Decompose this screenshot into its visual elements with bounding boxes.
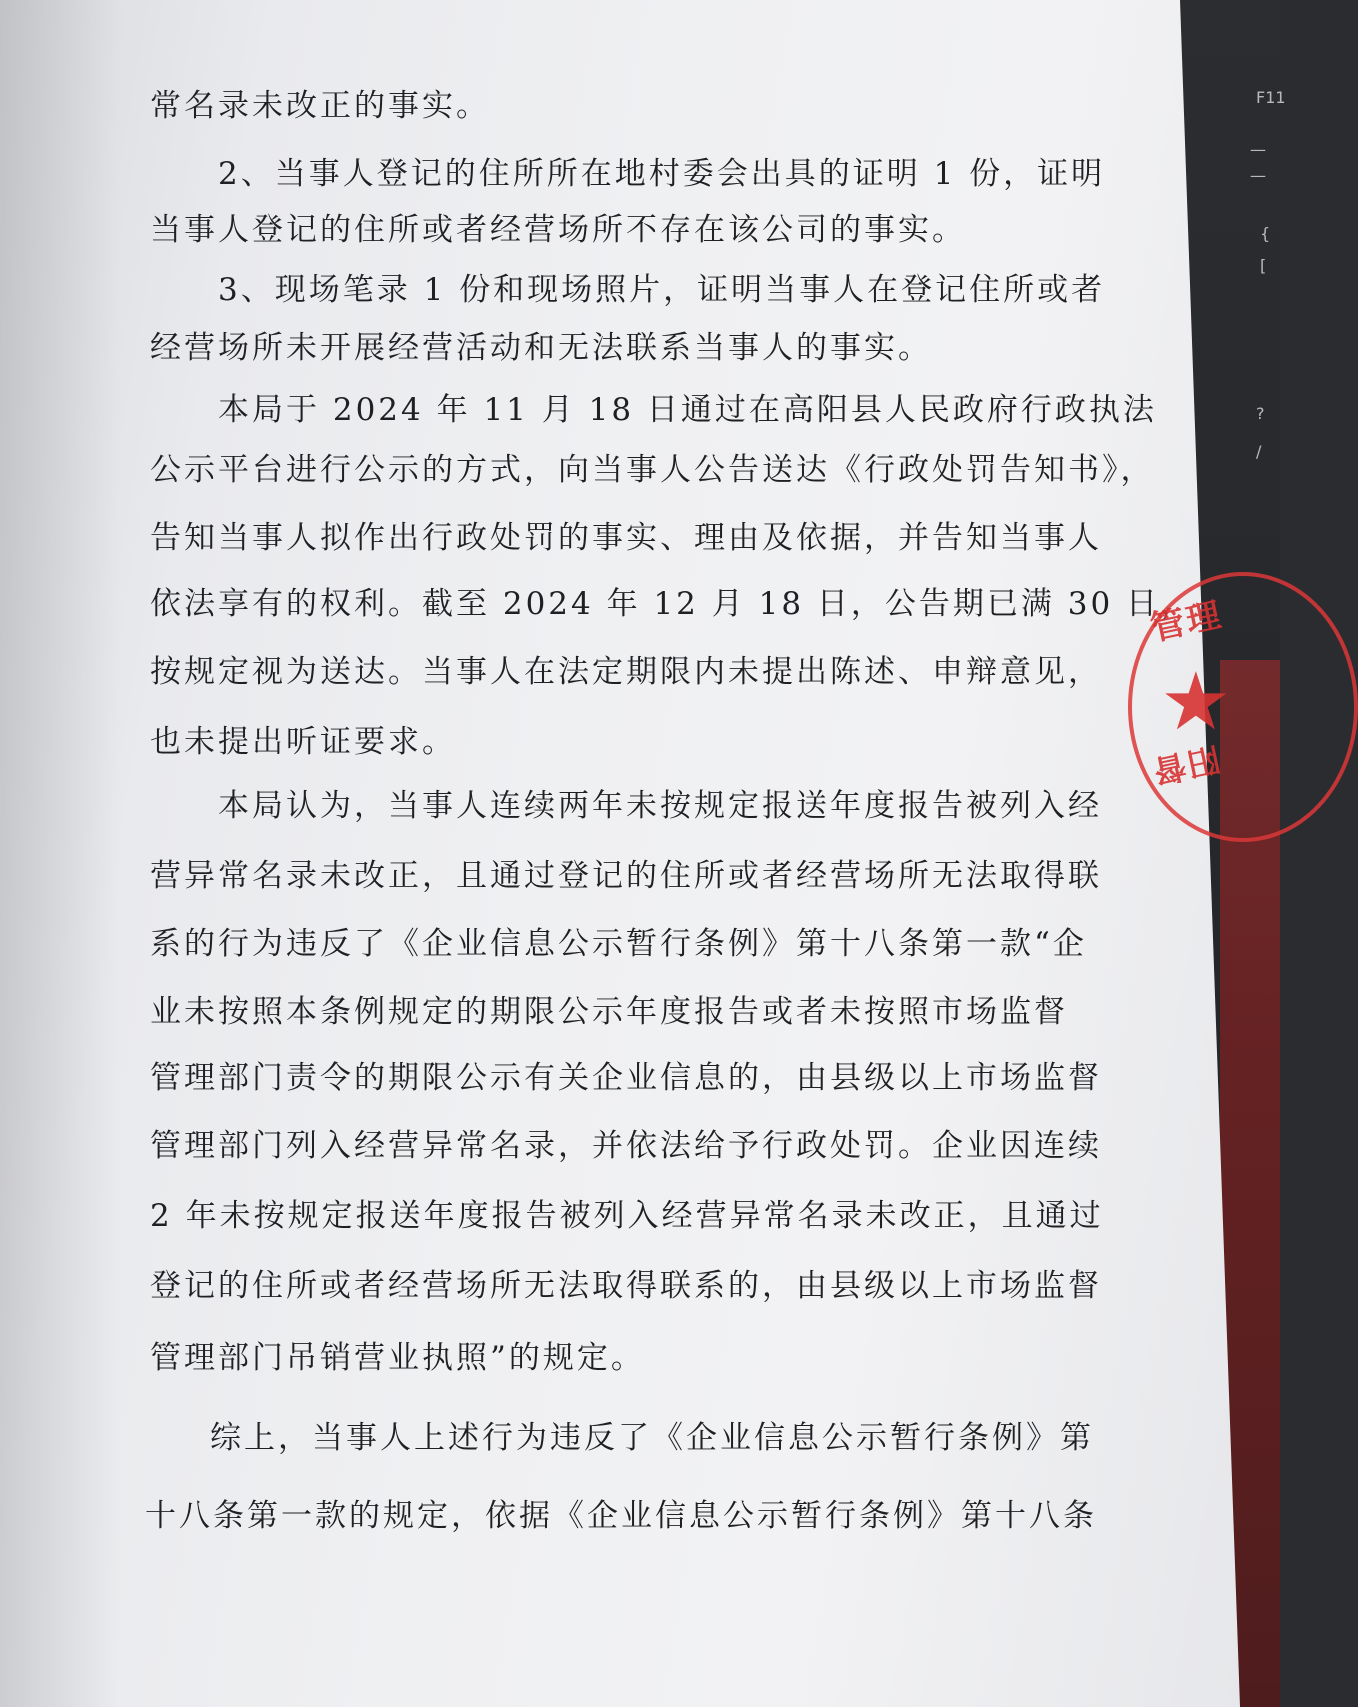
doc-line-7: 公示平台进行公示的方式，向当事人公告送达《行政处罚告知书》， bbox=[150, 452, 1155, 488]
key-question: ? bbox=[1256, 404, 1265, 423]
doc-line-8: 告知当事人拟作出行政处罚的事实、理由及依据，并告知当事人 bbox=[150, 520, 1102, 556]
key-brace: { bbox=[1260, 224, 1271, 243]
key-dash-2: — bbox=[1250, 166, 1266, 185]
doc-line-6: 本局于 2024 年 11 月 18 日通过在高阳县人民政府行政执法 bbox=[218, 392, 1157, 428]
seal-bottom-text: 阳督 bbox=[1148, 739, 1223, 791]
doc-line-12: 本局认为，当事人连续两年未按规定报送年度报告被列入经 bbox=[218, 788, 1102, 824]
key-f11: F11 bbox=[1256, 88, 1286, 107]
doc-line-5: 经营场所未开展经营活动和无法联系当事人的事实。 bbox=[150, 330, 932, 366]
doc-line-13: 营异常名录未改正，且通过登记的住所或者经营场所无法取得联 bbox=[150, 858, 1102, 894]
key-dash-1: — bbox=[1250, 140, 1266, 159]
doc-line-4: 3、现场笔录 1 份和现场照片，证明当事人在登记住所或者 bbox=[218, 272, 1106, 308]
doc-line-17: 管理部门列入经营异常名录，并依法给予行政处罚。企业因连续 bbox=[150, 1128, 1102, 1164]
key-slash: / bbox=[1256, 442, 1262, 461]
doc-line-1: 常名录未改正的事实。 bbox=[150, 88, 490, 124]
doc-line-10: 按规定视为送达。当事人在法定期限内未提出陈述、申辩意见， bbox=[150, 654, 1102, 690]
doc-line-14: 系的行为违反了《企业信息公示暂行条例》第十八条第一款“企 bbox=[150, 926, 1087, 962]
star-icon: ★ bbox=[1160, 655, 1232, 748]
seal-top-text: 管理 bbox=[1147, 594, 1227, 649]
doc-line-11: 也未提出听证要求。 bbox=[150, 724, 456, 760]
official-seal bbox=[1128, 572, 1248, 842]
key-bracket: [ bbox=[1260, 256, 1267, 275]
doc-line-19: 登记的住所或者经营场所无法取得联系的，由县级以上市场监督 bbox=[150, 1268, 1102, 1304]
doc-line-16: 管理部门责令的期限公示有关企业信息的，由县级以上市场监督 bbox=[150, 1060, 1102, 1096]
doc-line-20: 管理部门吊销营业执照”的规定。 bbox=[150, 1340, 645, 1376]
doc-line-21: 综上，当事人上述行为违反了《企业信息公示暂行条例》第 bbox=[210, 1420, 1094, 1456]
doc-line-3: 当事人登记的住所或者经营场所不存在该公司的事实。 bbox=[150, 212, 966, 248]
doc-line-18: 2 年未按规定报送年度报告被列入经营异常名录未改正，且通过 bbox=[150, 1198, 1104, 1234]
doc-line-22: 十八条第一款的规定，依据《企业信息公示暂行条例》第十八条 bbox=[145, 1498, 1097, 1534]
doc-line-15: 业未按照本条例规定的期限公示年度报告或者未按照市场监督 bbox=[150, 994, 1068, 1030]
doc-line-2: 2、当事人登记的住所所在地村委会出具的证明 1 份，证明 bbox=[218, 156, 1106, 192]
doc-line-9: 依法享有的权利。截至 2024 年 12 月 18 日，公告期已满 30 日， bbox=[150, 586, 1195, 622]
